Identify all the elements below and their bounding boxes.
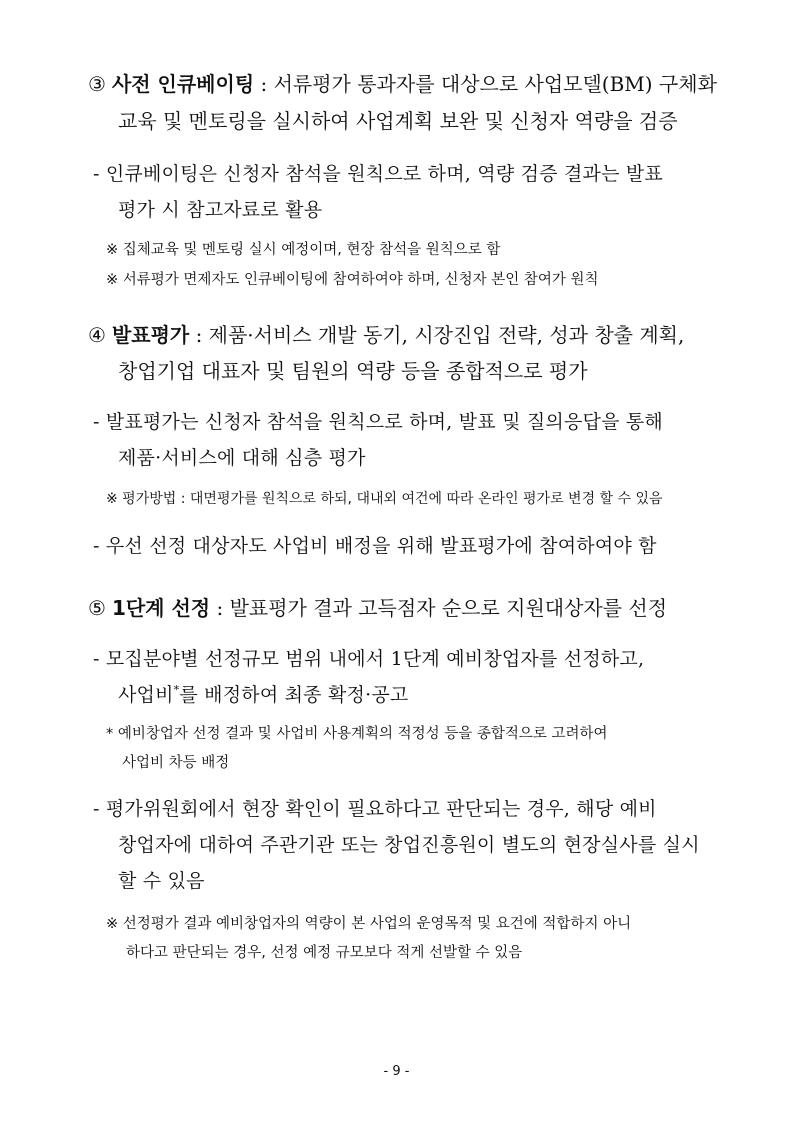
section-4-title: 발표평가 xyxy=(111,323,190,347)
section-3-desc: : 서류평가 통과자를 대상으로 사업모델(BM) 구체화 xyxy=(254,72,717,96)
section-3-bullet-1a: - 인큐베이팅은 신청자 참석을 원칙으로 하며, 역량 검증 결과는 발표 xyxy=(93,163,663,185)
footnote-marker: * xyxy=(173,683,180,697)
section-5-bullet-2c: 할 수 있음 xyxy=(118,870,205,892)
section-4-desc-line2: 창업기업 대표자 및 팀원의 역량 등을 종합적으로 평가 xyxy=(118,359,588,383)
section-5-title: 1단계 선정 xyxy=(111,596,211,620)
section-5-bullet-1b-part2: 를 배정하여 최종 확정·공고 xyxy=(179,684,409,706)
page-number: - 9 - xyxy=(383,1064,410,1079)
section-5-note-2b: 하다고 판단되는 경우, 선정 예정 규모보다 적게 선발할 수 있음 xyxy=(126,945,523,961)
section-3-bullet-1b: 평가 시 참고자료로 활용 xyxy=(118,199,323,221)
section-4-heading xyxy=(88,321,684,349)
section-3-title: 사전 인큐베이팅 xyxy=(111,72,255,96)
section-3-heading xyxy=(88,70,717,98)
section-3-note-2: ※ 서류평가 면제자도 인큐베이팅에 참여하여야 하며, 신청자 본인 참여가 원칙 xyxy=(106,272,599,288)
section-4-bullet-2: - 우선 선정 대상자도 사업비 배정을 위해 발표평가에 참여하여야 함 xyxy=(93,535,657,557)
section-4-bullet-1a: - 발표평가는 신청자 참석을 원칙으로 하며, 발표 및 질의응답을 통해 xyxy=(93,411,663,433)
section-5-note-1a: * 예비창업자 선정 결과 및 사업비 사용계획의 적정성 등을 종합적으로 고려하여 xyxy=(106,726,608,742)
section-5-desc: : 발표평가 결과 고득점자 순으로 지원대상자를 선정 xyxy=(210,596,668,620)
section-5-bullet-1a: - 모집분야별 선정규모 범위 내에서 1단계 예비창업자를 선정하고, xyxy=(93,648,645,670)
section-3-number: ③ xyxy=(88,72,106,96)
section-3-note-1: ※ 집체교육 및 멘토링 실시 예정이며, 현장 참석을 원칙으로 함 xyxy=(106,242,501,258)
section-4-bullet-1b: 제품·서비스에 대해 심층 평가 xyxy=(118,447,366,469)
section-5-number: ⑤ xyxy=(88,596,106,620)
section-5-bullet-2a: - 평가위원회에서 현장 확인이 필요하다고 판단되는 경우, 해당 예비 xyxy=(93,798,657,820)
section-5-note-2a: ※ 선정평가 결과 예비창업자의 역량이 본 사업의 운영목적 및 요건에 적합하지 아니 xyxy=(106,916,632,932)
section-5-note-1b: 사업비 차등 배정 xyxy=(122,755,230,771)
section-5-bullet-1b xyxy=(118,681,408,709)
section-4-number: ④ xyxy=(88,323,106,347)
section-5-bullet-1b-part1: 사업비 xyxy=(118,684,174,706)
section-5-bullet-2b: 창업자에 대하여 주관기관 또는 창업진흥원이 별도의 현장실사를 실시 xyxy=(118,834,700,856)
section-4-desc: : 제품·서비스 개발 동기, 시장진입 전략, 성과 창출 계획, xyxy=(189,323,685,347)
section-5-heading xyxy=(88,594,667,622)
section-4-note-1: ※ 평가방법 : 대면평가를 원칙으로 하되, 대내외 여건에 따라 온라인 평가로 변경 할 수 있음 xyxy=(106,491,663,507)
section-3-desc-line2: 교육 및 멘토링을 실시하여 사업계획 보완 및 신청자 역량을 검증 xyxy=(118,109,678,133)
